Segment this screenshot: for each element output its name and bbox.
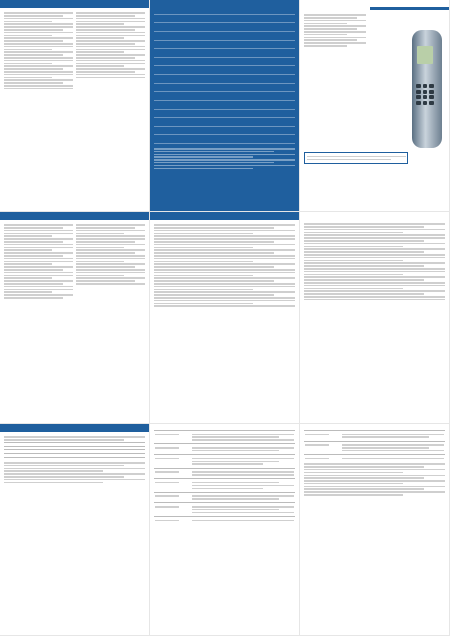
phone-image (412, 30, 442, 148)
toc-item[interactable] (154, 118, 295, 127)
page-14-notes (300, 424, 450, 636)
help-box (304, 152, 408, 164)
toc-item[interactable] (154, 41, 295, 50)
toc-item[interactable] (154, 101, 295, 110)
toc-list (154, 6, 295, 144)
page-13-troubleshooting-cont (150, 424, 300, 636)
toc-item[interactable] (154, 92, 295, 101)
page-contents (150, 0, 300, 212)
troubleshooting-table (4, 442, 145, 461)
toc-item[interactable] (154, 75, 295, 84)
page-13-troubleshooting (0, 424, 150, 636)
page-10-intercom (0, 0, 150, 212)
toc-item[interactable] (154, 32, 295, 41)
toc-item[interactable] (154, 110, 295, 119)
toc-item[interactable] (154, 6, 295, 15)
troubleshooting-table (154, 430, 295, 524)
toc-item[interactable] (154, 135, 295, 144)
cover-title (370, 7, 449, 10)
toc-item[interactable] (154, 84, 295, 93)
toc-item[interactable] (154, 66, 295, 75)
page-11-registration (0, 212, 150, 424)
toc-item[interactable] (154, 15, 295, 24)
page-cover (300, 0, 450, 212)
page-12-operational (150, 212, 300, 424)
toc-item[interactable] (154, 49, 295, 58)
toc-item[interactable] (154, 127, 295, 136)
table-row (4, 458, 145, 461)
toc-item[interactable] (154, 23, 295, 32)
page-12-notes (300, 212, 450, 424)
toc-item[interactable] (154, 58, 295, 67)
